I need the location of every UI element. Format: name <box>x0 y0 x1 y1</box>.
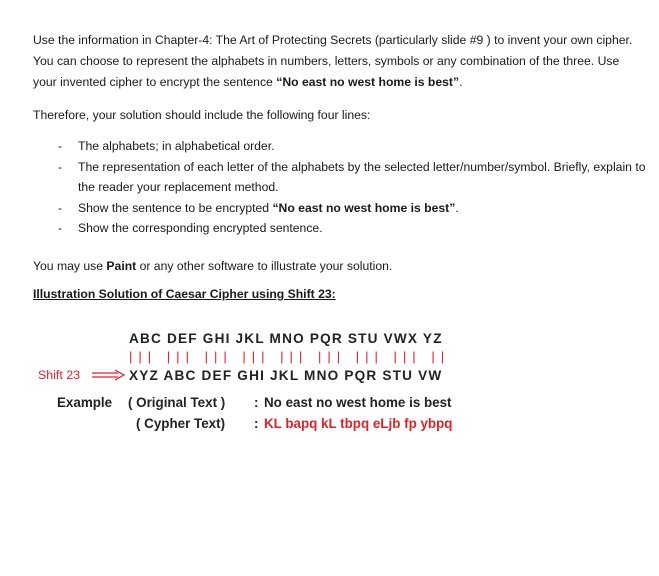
list-item-bold: “No east no west home is best” <box>272 200 456 215</box>
bullet-dash: - <box>58 139 63 153</box>
software-note-after: or any other software to illustrate your solution. <box>136 259 393 273</box>
list-item-text: The alphabets; in alphabetical order. <box>78 139 275 153</box>
mapping-ticks: | | | | | | | | | | | | | | | | | | | | | | | | | | <box>129 349 446 364</box>
target-sentence: “No east no west home is best” <box>276 75 460 89</box>
list-item-text: The representation of each letter of the alphabets by the selected letter/number/symbol. Briefly, explain to the reader your replacement method. <box>78 159 646 195</box>
original-colon: : <box>254 395 259 410</box>
software-note-before: You may use <box>33 259 107 273</box>
arrow-right-icon <box>92 369 126 381</box>
bullet-dash: - <box>58 200 63 215</box>
cypher-text-label: ( Cypher Text) <box>136 416 226 431</box>
illustration-heading: Illustration Solution of Caesar Cipher using Shift 23: <box>33 287 336 301</box>
software-note-bold: Paint <box>106 259 137 273</box>
bullet-dash: - <box>58 221 63 236</box>
example-label: Example <box>57 395 113 410</box>
instructions-text: Use the information in Chapter-4: The Art of Protecting Secrets (particularly slide #9 ) to invent your own cipher. You can choose to represent the alphabets in numbers, letters, symbols or any combination of the three. Use your invented cipher to encrypt the sentence <box>33 33 633 89</box>
instructions-period: . <box>459 75 463 89</box>
cypher-text-value: KL bapq kL tbpq eLjb fp ybpq <box>264 416 453 431</box>
list-item-text: Show the corresponding encrypted sentence. <box>78 221 323 236</box>
list-item-text: Show the sentence to be encrypted <box>78 200 273 215</box>
lead-in-text: Therefore, your solution should include the following four lines: <box>33 108 371 122</box>
shift-label: Shift 23 <box>38 368 81 382</box>
shifted-alphabet-row: XYZ ABC DEF GHI JKL MNO PQR STU VW <box>129 368 443 383</box>
bullet-dash: - <box>58 159 63 174</box>
original-text-value: No east no west home is best <box>264 395 452 410</box>
list-item-period: . <box>455 200 459 215</box>
cypher-colon: : <box>254 416 259 431</box>
plain-alphabet-row: ABC DEF GHI JKL MNO PQR STU VWX YZ <box>129 331 443 346</box>
original-text-label: ( Original Text ) <box>128 395 226 410</box>
